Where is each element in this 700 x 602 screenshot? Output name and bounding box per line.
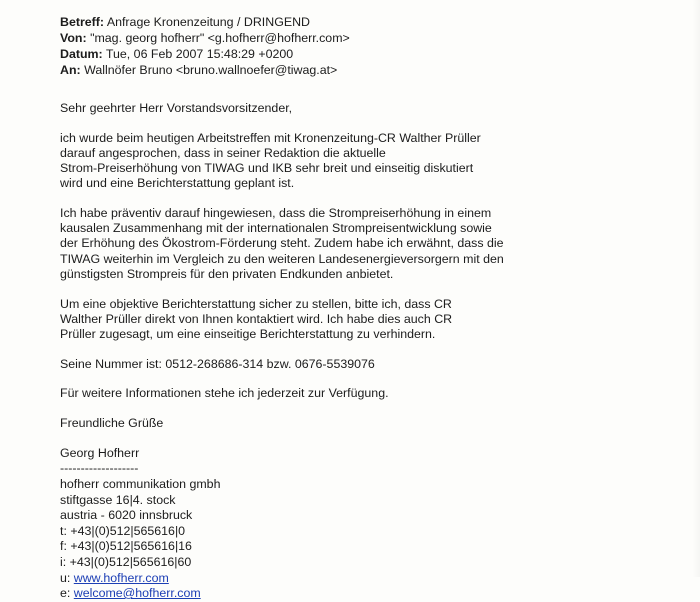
- to-label: An:: [60, 63, 81, 77]
- website-link[interactable]: www.hofherr.com: [73, 570, 169, 585]
- signature-divider: -------------------: [60, 461, 139, 476]
- sender-name: Georg Hofherr: [60, 445, 140, 460]
- paragraph-line: darauf angesprochen, dass in seiner Redaktion die aktuelle: [60, 145, 386, 160]
- phone-paragraph: Seine Nummer ist: 0512-268686-314 bzw. 0676-5539076: [60, 356, 375, 371]
- signature-city: austria - 6020 innsbruck: [60, 508, 193, 523]
- signature-phone: t: +43|(0)512|565616|0: [60, 523, 186, 538]
- salutation: Sehr geehrter Herr Vorstandsvorsitzender,: [60, 101, 293, 115]
- signature-street: stiftgasse 16|4. stock: [60, 492, 176, 507]
- paragraph-line: Ich habe präventiv darauf hingewiesen, dass die Strompreiserhöhung in einem: [60, 206, 492, 221]
- signature-company: hofherr communikation gmbh: [60, 476, 221, 491]
- to-line: [60, 62, 690, 78]
- from-label: Von:: [60, 31, 87, 45]
- paragraph-line: Walther Prüller direkt von Ihnen kontaktiert wird. Ich habe dies auch CR: [60, 311, 453, 326]
- paragraph-2: [60, 206, 690, 282]
- email-body: [60, 101, 690, 461]
- date-label: Datum:: [60, 47, 103, 61]
- scan-shadow: [692, 0, 700, 577]
- to-value: Wallnöfer Bruno <bruno.wallnoefer@tiwag.at>: [84, 63, 338, 77]
- paragraph-line: TIWAG weiterhin im Vergleich zu den weiteren Landesenergieversorgern mit den: [60, 251, 504, 266]
- paragraph-line: günstigsten Strompreis für den privaten Endkunden anbietet.: [60, 266, 394, 281]
- paragraph-1: [60, 131, 690, 192]
- subject-value: Anfrage Kronenzeitung / DRINGEND: [106, 15, 310, 29]
- signature-isdn: i: +43|(0)512|565616|60: [60, 554, 192, 569]
- paragraph-line: Prüller zugesagt, um eine einseitige Berichterstattung zu verhindern.: [60, 326, 436, 341]
- paragraph-line: der Erhöhung des Ökostrom-Förderung steht. Zudem habe ich erwähnt, dass die: [60, 236, 504, 251]
- signature-block: [60, 461, 690, 601]
- paragraph-line: wird und eine Berichterstattung geplant ist.: [60, 176, 295, 191]
- closing: Freundliche Grüße: [60, 416, 164, 431]
- signature-fax: f: +43|(0)512|565616|16: [60, 539, 192, 554]
- subject-line: [60, 14, 690, 30]
- subject-label: Betreff:: [60, 15, 105, 29]
- url-prefix: u:: [60, 570, 74, 585]
- date-value: Tue, 06 Feb 2007 15:48:29 +0200: [105, 47, 294, 61]
- paragraph-line: Strom-Preiserhöhung von TIWAG und IKB sehr breit und einseitig diskutiert: [60, 161, 474, 176]
- date-line: [60, 46, 690, 62]
- email-link[interactable]: welcome@hofherr.com: [73, 586, 201, 601]
- signature-url-line: [60, 571, 690, 587]
- email-prefix: e:: [60, 586, 74, 601]
- paragraph-line: kausalen Zusammenhang mit der internationalen Strompreisentwicklung sowie: [60, 221, 492, 236]
- paragraph-line: Um eine objektive Berichterstattung sicher zu stellen, bitte ich, dass CR: [60, 296, 452, 311]
- email-printout: [60, 14, 690, 602]
- signature-email-line: [60, 586, 690, 602]
- email-headers: [60, 14, 690, 78]
- from-value: "mag. georg hofherr" <g.hofherr@hofherr.com>: [90, 31, 350, 45]
- info-paragraph: Für weitere Informationen stehe ich jederzeit zur Verfügung.: [60, 386, 389, 401]
- paragraph-line: ich wurde beim heutigen Arbeitstreffen mit Kronenzeitung-CR Walther Prüller: [60, 130, 481, 145]
- paragraph-3: [60, 297, 690, 343]
- from-line: [60, 30, 690, 46]
